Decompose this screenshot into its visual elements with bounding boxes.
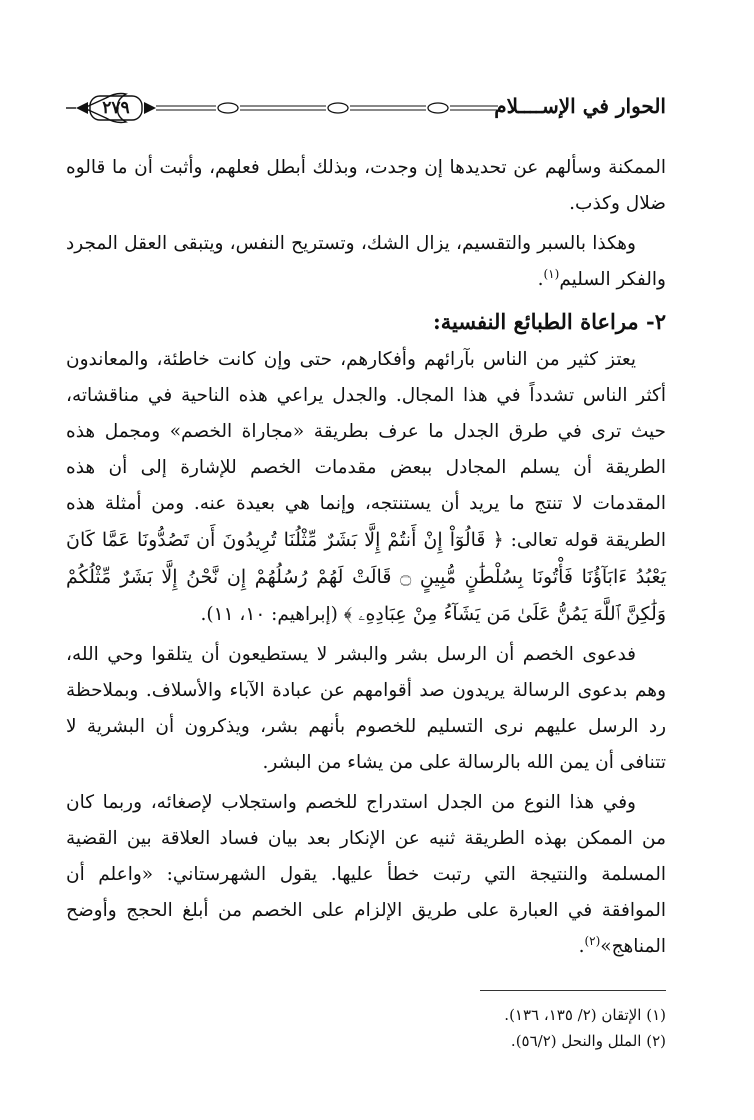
footnote-divider	[480, 990, 666, 991]
paragraph: فدعوى الخصم أن الرسل بشر والبشر لا يستطيعون أن يتلقوا وحي الله، وهم بدعوى الرسالة يريدون صد أقوامهم عن عبادة الآباء والأسلاف. وبملاحظة رد الرسل عليهم نرى التسليم للخصوم بأنهم بشر، ويذكرون أن البشرية لا تتنافى أن يمن الله بالرسالة على من يشاء من البشر.	[66, 644, 666, 773]
verse-reference: (إبراهيم: ١٠، ١١).	[200, 604, 338, 625]
main-text	[66, 150, 666, 965]
paragraph: الممكنة وسألهم عن تحديدها إن وجدت، وبذلك أبطل فعلهم، وأثبت أن ما قالوه ضلال وكذب.	[66, 157, 666, 214]
footnote: (١) الإتقان (٢/ ١٣٥، ١٣٦).	[504, 1006, 666, 1024]
paragraph: وفي هذا النوع من الجدل استدراج للخصم واستجلاب لإصغائه، وربما كان من الممكن بهذه الطريقة ثنيه عن الإنكار بعد بيان فساد العلاقة بين القضية المسلمة والنتيجة التي رتبت خطأ عليها. يقول الشهرستاني: «واعلم أن الموافقة في العبارة على طريق الإلزام على الخصم من أبلغ الحجج وأوضح المناهج»$^{(٢)}$.	[66, 792, 666, 957]
page-number: ٢٧٩	[102, 98, 130, 118]
quran-verse: ﴿ قَالُوٓاْ إِنْ أَنتُمْ إِلَّا بَشَرٌ مِّثْلُنَا تُرِيدُونَ أَن تَصُدُّونَا عَمَّا كَانَ يَعْبُدُ ءَابَآؤُنَا فَأْتُونَا بِسُلْطَٰنٍ مُّبِينٍ ۝ قَالَتْ لَهُمْ رُسُلُهُمْ إِن نَّحْنُ إِلَّا بَشَرٌ مِّثْلُكُمْ وَلَٰكِنَّ ٱللَّهَ يَمُنُّ عَلَىٰ مَن يَشَآءُ مِنْ عِبَادِهِۦ ﴾	[66, 529, 666, 625]
footnote: (٢) الملل والنحل (٥٦/٢).	[510, 1032, 666, 1050]
footnote-marker[interactable]: (١)	[543, 266, 560, 281]
section-heading: ٢- مراعاة الطبائع النفسية:	[432, 309, 666, 334]
paragraph: وهكذا بالسبر والتقسيم، يزال الشك، وتستريح النفس، ويتبقى العقل المجرد والفكر السليم$^{(١)}$.	[66, 233, 666, 290]
page-header	[66, 88, 666, 128]
footnotes	[66, 1002, 666, 1054]
running-title: الحوار في الإســــلام	[494, 94, 666, 118]
paragraph: يعتز كثير من الناس بآرائهم وأفكارهم، حتى وإن كانت خاطئة، والمعاندون أكثر الناس تشدداً في هذا المجال. والجدل يراعي هذه الناحية في مناقشاته، حيث ترى في طرق الجدل ما عرف بطريقة «مجاراة الخصم» ومجمل هذه الطريقة أن يسلم المجادل ببعض مقدمات الخصم للإشارة إلى أن هذه المقدمات لا تنتج ما يريد أن يستنتجه، وإنما هي بعيدة عنه. ومن أمثلة هذه الطريقة قوله تعالى: ﴿ قَالُوٓاْ إِنْ أَنتُمْ إِلَّا بَشَرٌ مِّثْلُنَا تُرِيدُونَ أَن تَصُدُّونَا عَمَّا كَانَ يَعْبُدُ ءَابَآؤُنَا فَأْتُونَا بِسُلْطَٰنٍ مُّبِينٍ ۝ قَالَتْ لَهُمْ رُسُلُهُمْ إِن نَّحْنُ إِلَّا بَشَرٌ مِّثْلُكُمْ وَلَٰكِنَّ ٱللَّهَ يَمُنُّ عَلَىٰ مَن يَشَآءُ مِنْ عِبَادِهِۦ ﴾ (إبراهيم: ١٠، ١١).	[66, 349, 666, 625]
footnote-marker[interactable]: (٢)	[584, 933, 601, 948]
